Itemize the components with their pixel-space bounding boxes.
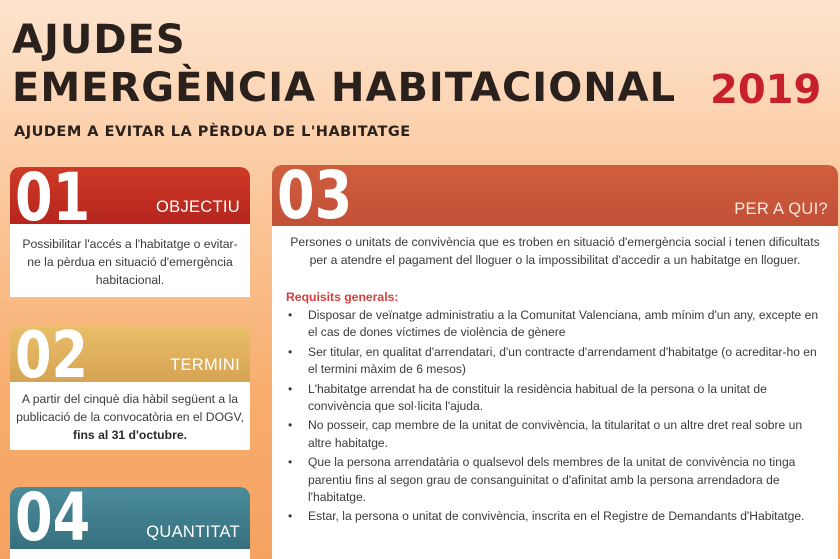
card-objectiu-text: Possibilitar l'accés a l'habitatge o evitar-ne la pèrdua en situació d'emergència habitacional.	[22, 237, 238, 287]
bullet-icon: •	[288, 509, 293, 524]
card-per-a-qui-header	[272, 165, 838, 226]
card-objectiu	[10, 167, 250, 297]
requisit-item	[286, 381, 824, 416]
card-objectiu-body	[10, 224, 250, 297]
subtitle: AJUDEM A EVITAR LA PÈRDUA DE L'HABITATGE	[14, 124, 411, 140]
requisit-item	[286, 417, 824, 452]
requisits-title: Requisits generals:	[286, 290, 399, 304]
card-quantitat	[10, 487, 250, 559]
card-per-a-qui	[272, 165, 838, 559]
card-quantitat-header	[10, 487, 250, 549]
requisit-item	[286, 508, 824, 525]
title-line-2: EMERGÈNCIA HABITACIONAL	[12, 65, 677, 111]
requisit-text: No posseir, cap membre de la unitat de convivència, la titularitat o un altre dret real sobre un altre habitatge.	[308, 418, 803, 450]
card-termini-deadline: fins al 31 d'octubre.	[73, 428, 187, 442]
bullet-icon: •	[288, 455, 293, 470]
card-termini-body	[10, 382, 250, 450]
bullet-icon: •	[288, 308, 293, 322]
year-label: 2019	[710, 67, 822, 113]
card-objectiu-number: 01	[15, 167, 91, 224]
title-line-1: AJUDES	[12, 17, 186, 63]
card-termini	[10, 326, 250, 450]
card-quantitat-number: 04	[15, 487, 91, 549]
requisit-text: Que la persona arrendatària o qualsevol dels membres de la unitat de convivència no tinga parentiu fins al segon grau de consanguinitat o d'afinitat amb la persona arrendadora de l'habitatge.	[308, 455, 796, 505]
card-per-a-qui-body	[272, 226, 838, 559]
requisit-item	[286, 454, 824, 506]
requisit-text: Ser titular, en qualitat d'arrendatari, d'un contracte d'arrendament d'habitatge (o acreditar-ho en el termini màxim de 6 mesos)	[308, 344, 817, 377]
card-objectiu-header	[10, 167, 250, 224]
bullet-icon: •	[288, 418, 293, 433]
card-per-a-qui-intro: Persones o unitats de convivència que es troben en situació d'emergència social i tenen dificultats per a atendre el pagament del lloguer o la impossibilitat d'accedir a un habitatge en lloguer.	[290, 235, 820, 267]
bullet-icon: •	[288, 381, 293, 396]
card-termini-header	[10, 326, 250, 382]
requisit-item	[286, 307, 824, 342]
requisit-text: Disposar de veïnatge administratiu a la Comunitat Valenciana, amb mínim d'un any, excepte en el cas de dones víctimes de violència de gènere	[308, 308, 819, 340]
card-per-a-qui-label: PER A QUI?	[734, 200, 828, 218]
bullet-icon: •	[288, 344, 293, 359]
requisit-text: Estar, la persona o unitat de convivència, inscrita en el Registre de Demandants d'Habitatge.	[308, 509, 805, 524]
card-termini-label: TERMINI	[170, 356, 240, 374]
card-termini-number: 02	[15, 326, 89, 382]
requisits-list	[286, 307, 824, 526]
requisit-item	[286, 344, 824, 379]
requisit-text: L'habitatge arrendat ha de constituir la residència habitual de la persona o la unitat de convivència que sol·licita l'ajuda.	[308, 381, 767, 414]
card-objectiu-label: OBJECTIU	[156, 198, 240, 216]
card-quantitat-body	[10, 549, 250, 559]
card-per-a-qui-number: 03	[277, 165, 353, 226]
card-termini-text: A partir del cinquè dia hàbil següent a la publicació de la convocatòria en el DOGV,	[16, 392, 244, 424]
card-quantitat-label: QUANTITAT	[146, 523, 240, 541]
